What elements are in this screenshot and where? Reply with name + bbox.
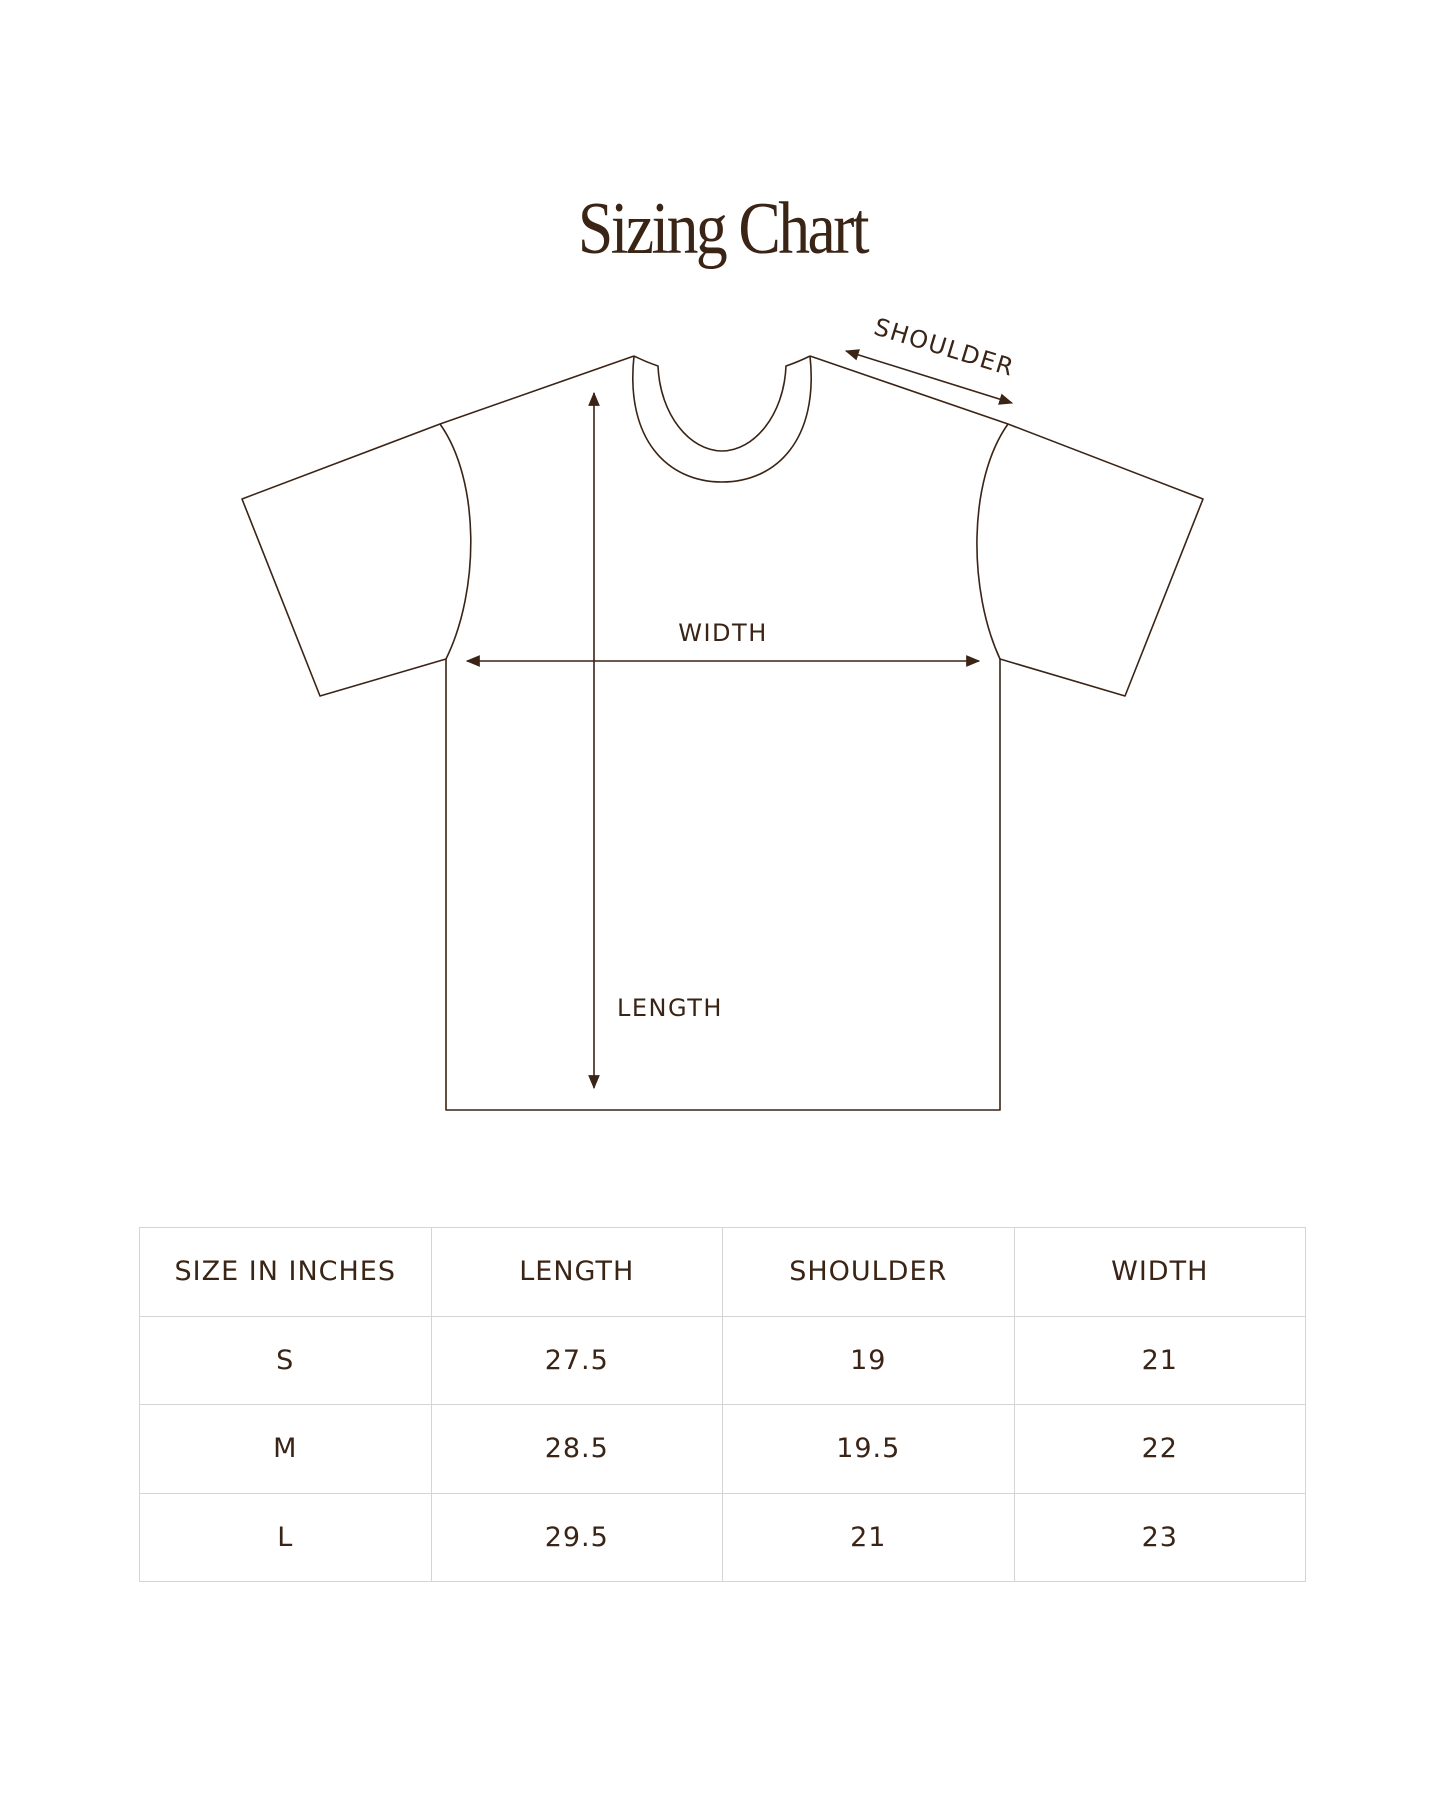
- length-cell: 27.5: [431, 1316, 723, 1405]
- table-row: [140, 1316, 1306, 1405]
- size-cell: M: [140, 1405, 432, 1494]
- size-cell: L: [140, 1493, 432, 1582]
- length-cell: 28.5: [431, 1405, 723, 1494]
- size-cell: S: [140, 1316, 432, 1405]
- width-label: WIDTH: [678, 619, 768, 647]
- header-length: LENGTH: [431, 1228, 723, 1317]
- width-cell: 22: [1014, 1405, 1306, 1494]
- size-table: [139, 1227, 1306, 1582]
- table-row: [140, 1493, 1306, 1582]
- shoulder-cell: 19: [723, 1316, 1015, 1405]
- length-label: LENGTH: [617, 994, 723, 1022]
- width-cell: 21: [1014, 1316, 1306, 1405]
- header-width: WIDTH: [1014, 1228, 1306, 1317]
- shoulder-label: SHOULDER: [870, 312, 1018, 382]
- header-shoulder: SHOULDER: [723, 1228, 1015, 1317]
- length-cell: 29.5: [431, 1493, 723, 1582]
- header-size-in-inches: SIZE IN INCHES: [140, 1228, 432, 1317]
- table-row: [140, 1405, 1306, 1494]
- shoulder-cell: 19.5: [723, 1405, 1015, 1494]
- page-title: Sizing Chart: [577, 188, 867, 270]
- width-cell: 23: [1014, 1493, 1306, 1582]
- shoulder-cell: 21: [723, 1493, 1015, 1582]
- table-header-row: [140, 1228, 1306, 1317]
